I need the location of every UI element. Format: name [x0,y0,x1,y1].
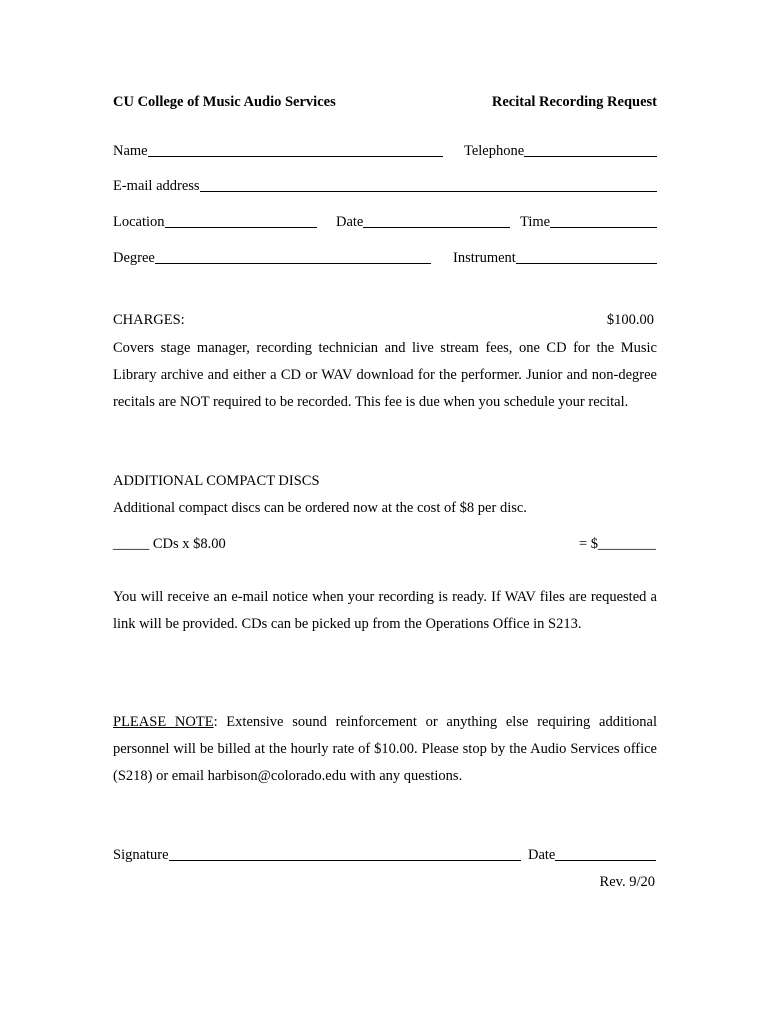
organization-title: CU College of Music Audio Services [113,94,336,110]
email-label: E-mail address [113,178,200,194]
charges-description: Covers stage manager, recording technician and live stream fees, one CD for the Music Library archive and either a CD or WAV download for the performer. Junior and non-degree recitals are NOT required to be recorded. This fee is due when you schedule your recital. [113,340,657,410]
email-field[interactable] [200,177,657,192]
date-field[interactable] [363,213,510,228]
telephone-row [464,142,657,160]
time-field[interactable] [550,213,657,228]
charges-heading: CHARGES: [113,312,185,328]
additional-cds-heading: ADDITIONAL COMPACT DISCS [113,473,320,489]
cd-quantity-line[interactable]: _____ CDs x $8.00 [113,536,226,552]
please-note-paragraph [113,709,657,790]
please-note-label: PLEASE NOTE [113,714,214,730]
instrument-row [453,249,657,267]
signature-date-row [528,846,656,864]
form-title: Recital Recording Request [491,94,657,110]
name-row [113,142,443,160]
additional-cds-text: Additional compact discs can be ordered now at the cost of $8 per disc. [113,500,527,516]
signature-label: Signature [113,847,169,863]
signature-row [113,846,521,864]
degree-label: Degree [113,250,155,266]
charges-amount: $100.00 [606,312,654,328]
telephone-field[interactable] [524,142,657,157]
instrument-field[interactable] [516,249,657,264]
location-field[interactable] [165,213,317,228]
name-label: Name [113,143,148,159]
revision-label: Rev. 9/20 [599,874,655,890]
signature-date-field[interactable] [555,846,656,861]
email-row [113,177,657,195]
time-row [520,213,657,231]
degree-field[interactable] [155,249,431,264]
name-field[interactable] [148,142,443,157]
signature-date-label: Date [528,847,556,863]
notice-text: You will receive an e-mail notice when your recording is ready. If WAV files are requested a link will be provided. CDs can be picked up from the Operations Office in S213. [113,589,657,632]
signature-field[interactable] [169,846,521,861]
cd-total-line[interactable]: = $________ [578,536,656,552]
date-row [336,213,510,231]
instrument-label: Instrument [453,250,516,266]
telephone-label: Telephone [464,143,525,159]
please-note-text: : Extensive sound reinforcement or anything else requiring additional personnel will be billed at the hourly rate of $10.00. Please stop by the Audio Services office (S218) or email harbison@colorado.edu with any questions. [113,714,657,784]
degree-row [113,249,431,267]
date-label: Date [336,214,364,230]
time-label: Time [520,214,551,230]
location-label: Location [113,214,165,230]
location-row [113,213,317,231]
